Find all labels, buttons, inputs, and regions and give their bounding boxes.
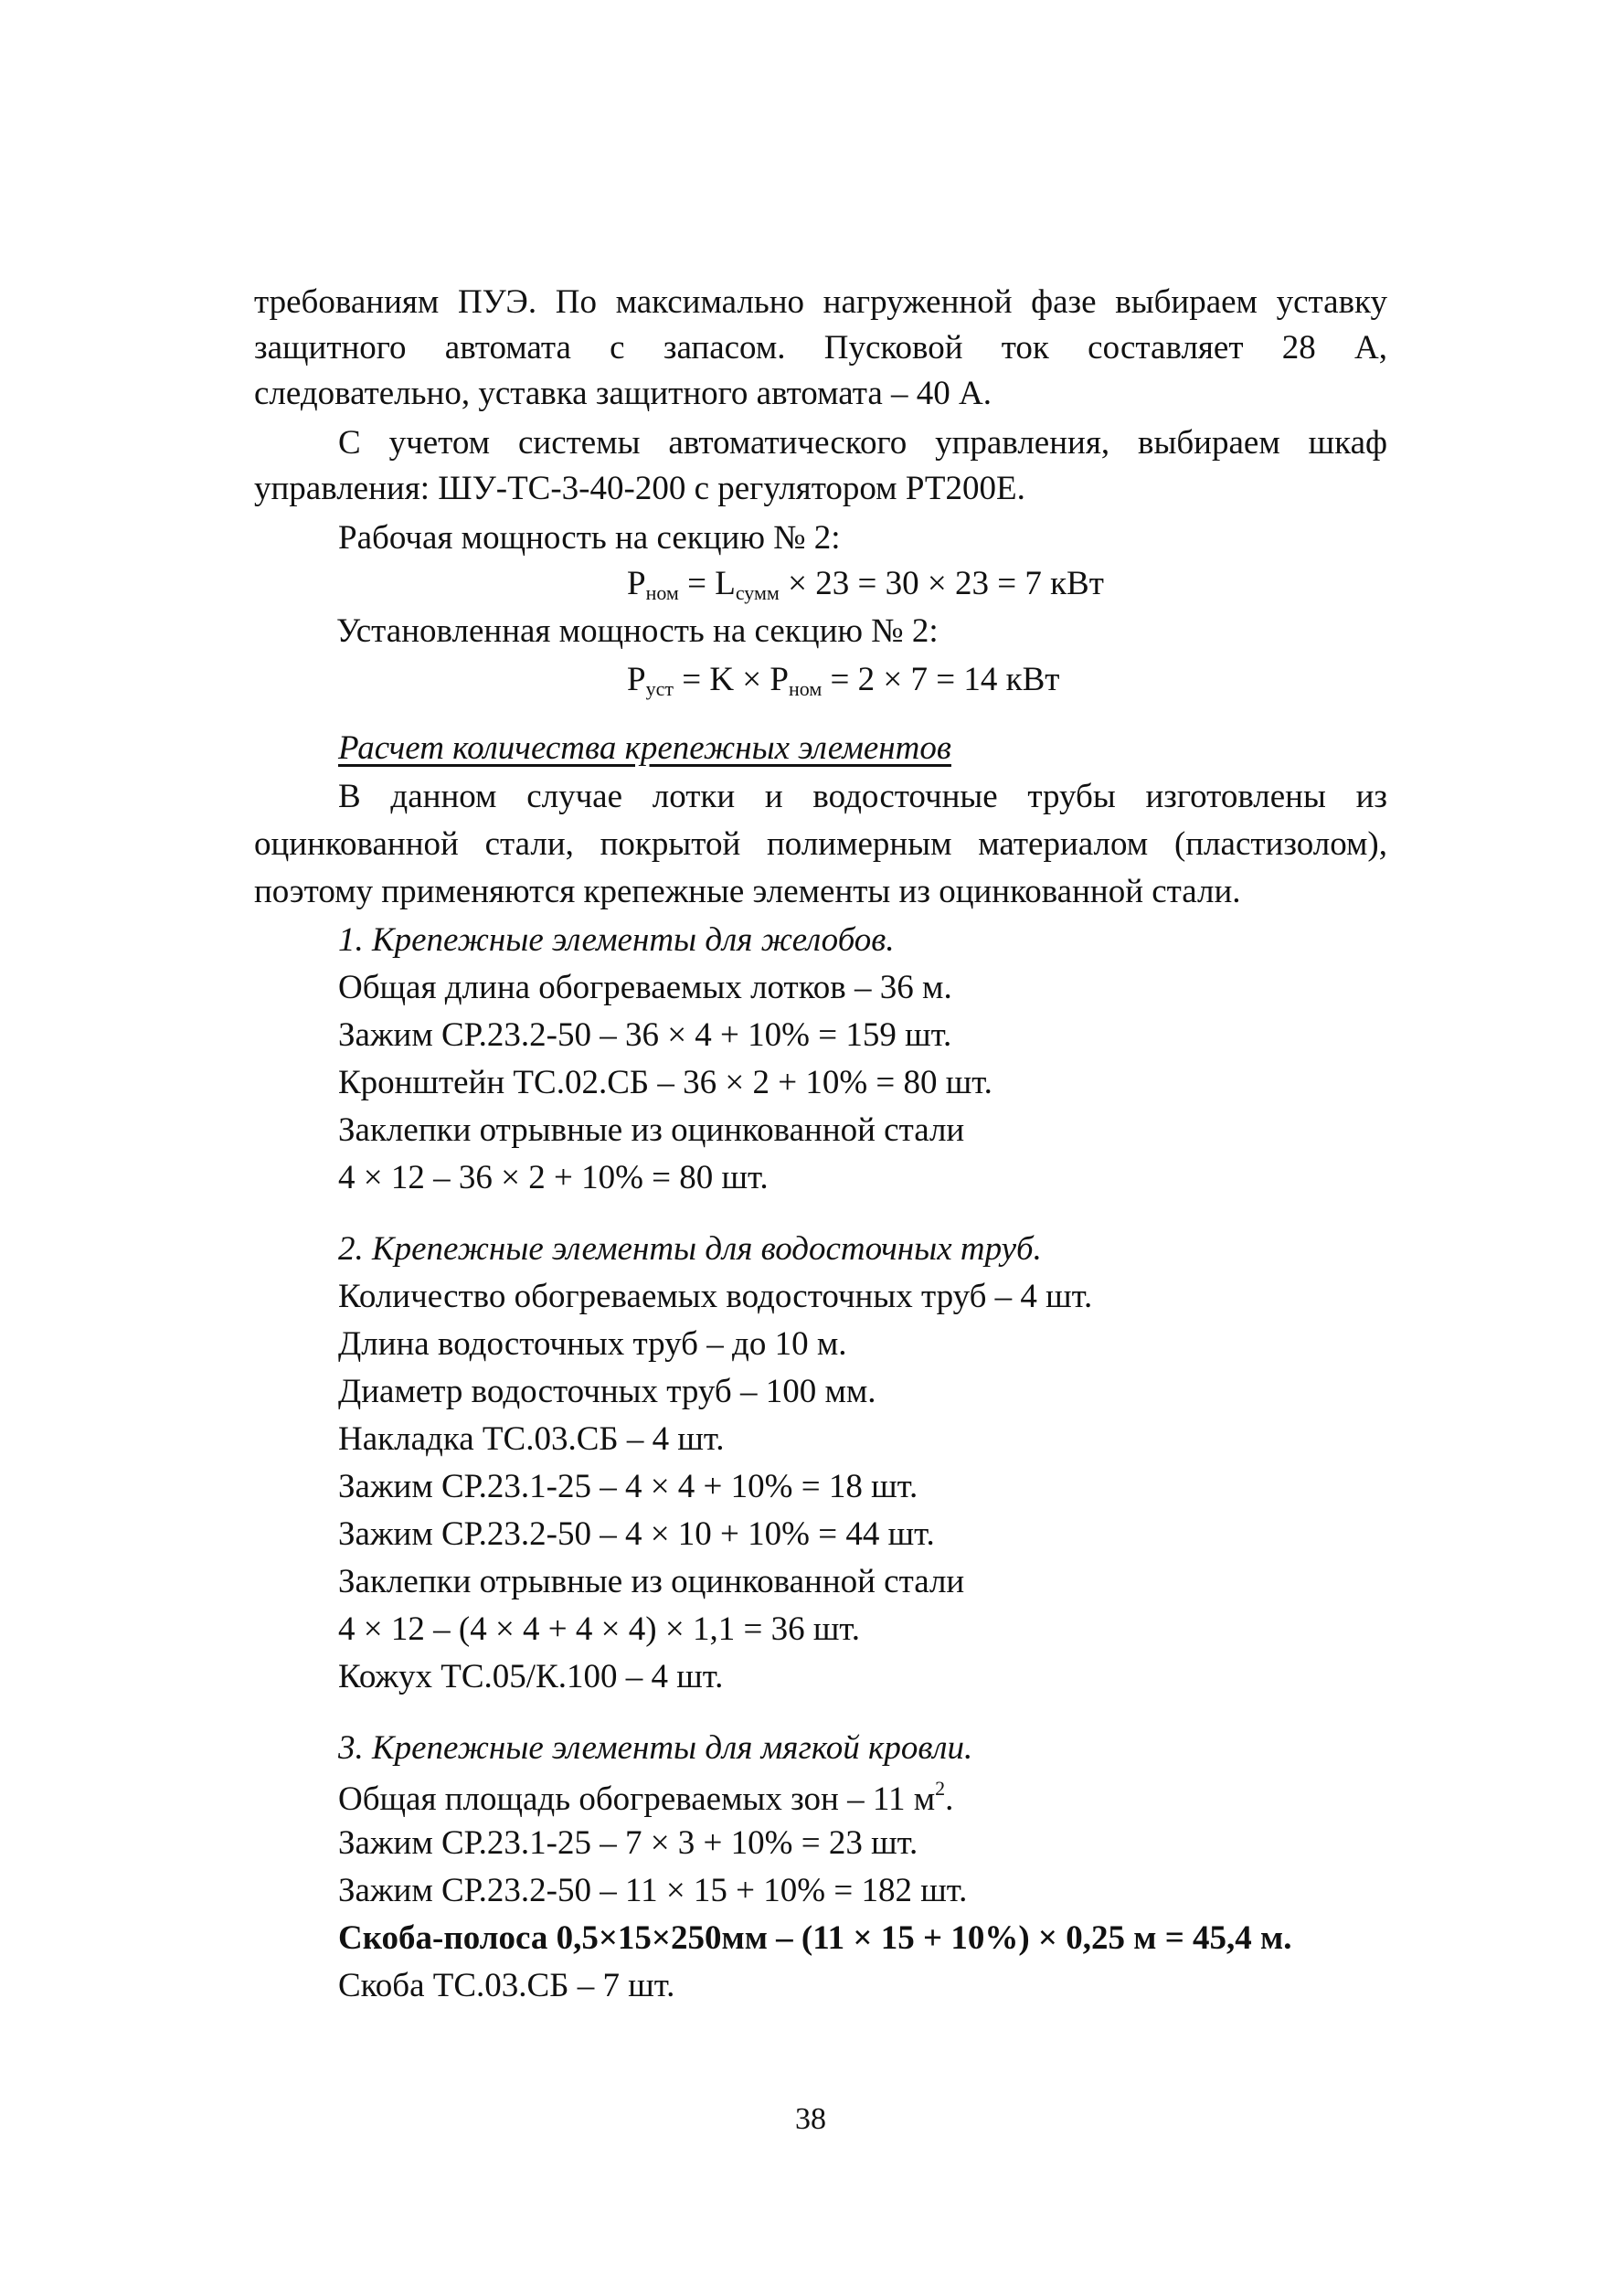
- list-line: Кожух ТС.05/К.100 – 4 шт.: [338, 1658, 724, 1695]
- paragraph-line: С учетом системы автоматического управления, выбираем шкаф: [338, 424, 1387, 462]
- list-line: Зажим СР.23.2-50 – 36 × 4 + 10% = 159 шт.: [338, 1016, 952, 1054]
- list-line: Общая длина обогреваемых лотков – 36 м.: [338, 969, 952, 1006]
- list-line: Зажим СР.23.1-25 – 7 × 3 + 10% = 23 шт.: [338, 1824, 918, 1862]
- list-line: Заклепки отрывные из оцинкованной стали: [338, 1111, 965, 1149]
- paragraph-line: Рабочая мощность на секцию № 2:: [338, 519, 841, 557]
- list-line: Длина водосточных труб – до 10 м.: [338, 1325, 847, 1363]
- paragraph-line: оцинкованной стали, покрытой полимерным материалом (пластизолом),: [254, 825, 1387, 863]
- list-line: Диаметр водосточных труб – 100 мм.: [338, 1373, 876, 1410]
- paragraph-line: управления: ШУ-ТС-3-40-200 с регулятором РТ200Е.: [254, 470, 1025, 507]
- list-line: Кронштейн ТС.02.СБ – 36 × 2 + 10% = 80 шт.: [338, 1064, 992, 1101]
- list-line: 4 × 12 – 36 × 2 + 10% = 80 шт.: [338, 1159, 769, 1196]
- section-heading: Расчет количества крепежных элементов: [338, 729, 951, 767]
- subheading: 3. Крепежные элементы для мягкой кровли.: [338, 1729, 973, 1767]
- formula-working-power: $P_{ном} = L_{сумм} \times 23 = 30 \times 23 = 7$ кВт: [627, 565, 1104, 604]
- paragraph-line: В данном случае лотки и водосточные трубы изготовлены из: [338, 778, 1387, 815]
- subheading: 1. Крепежные элементы для желобов.: [338, 921, 895, 959]
- list-line: Накладка ТС.03.СБ – 4 шт.: [338, 1420, 725, 1458]
- list-line: Количество обогреваемых водосточных труб – 4 шт.: [338, 1278, 1093, 1315]
- paragraph-line: защитного автомата с запасом. Пусковой ток составляет 28 А,: [254, 329, 1387, 367]
- subheading: 2. Крепежные элементы для водосточных труб.: [338, 1230, 1042, 1268]
- list-line: Зажим СР.23.2-50 – 4 × 10 + 10% = 44 шт.: [338, 1515, 935, 1553]
- paragraph-line: следовательно, уставка защитного автомата – 40 А.: [254, 375, 992, 412]
- formula-installed-power: $P_{уст} = K \times P_{ном} = 2 \times 7 = 14$ кВт: [627, 661, 1060, 700]
- list-line: Скоба-полоса 0,5×15×250мм – (11 × 15 + 10%) × 0,25 м = 45,4 м.: [338, 1919, 1292, 1957]
- list-line: Зажим СР.23.2-50 – 11 × 15 + 10% = 182 шт.: [338, 1872, 968, 1909]
- list-line: 4 × 12 – (4 × 4 + 4 × 4) × 1,1 = 36 шт.: [338, 1610, 860, 1648]
- list-line: Зажим СР.23.1-25 – 4 × 4 + 10% = 18 шт.: [338, 1468, 918, 1505]
- paragraph-line: требованиям ПУЭ. По максимально нагруженной фазе выбираем уставку: [254, 283, 1387, 321]
- paragraph-line: поэтому применяются крепежные элементы из оцинкованной стали.: [254, 873, 1241, 910]
- page-number: 38: [795, 2102, 826, 2136]
- list-line: Заклепки отрывные из оцинкованной стали: [338, 1563, 965, 1600]
- area-line: Общая площадь обогреваемых зон – 11 $м^2$.: [338, 1777, 954, 1818]
- paragraph-line: Установленная мощность на секцию № 2:: [336, 612, 939, 650]
- list-line: Скоба ТС.03.СБ – 7 шт.: [338, 1967, 675, 2004]
